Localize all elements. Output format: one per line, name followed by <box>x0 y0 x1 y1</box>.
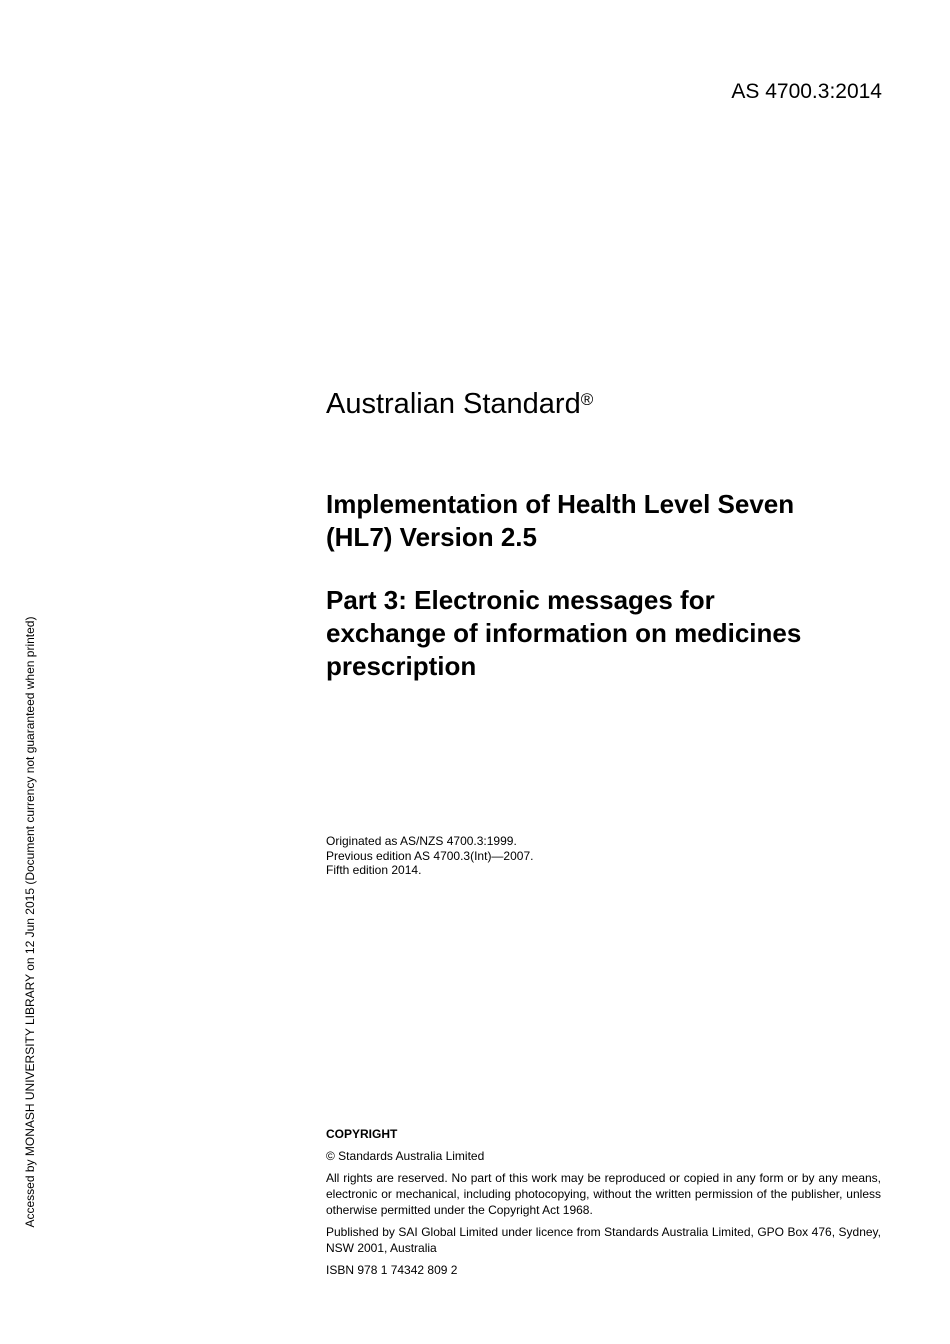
copyright-publisher: Published by SAI Global Limited under licence from Standards Australia Limited, GPO Box 476, Sydney, NSW 2001, Australia <box>326 1225 881 1255</box>
copyright-rights: All rights are reserved. No part of this work may be reproduced or copied in any form or by any means, electronic or mechanical, including photocopying, without the written permission of the publisher, unless otherwise permitted under the Copyright Act 1968. <box>326 1171 881 1217</box>
series-name: Australian Standard <box>326 388 581 420</box>
history-edition: Fifth edition 2014. <box>326 863 422 877</box>
edition-history <box>326 834 533 878</box>
part-title-line: exchange of information on medicines <box>326 618 802 648</box>
copyright-heading: COPYRIGHT <box>326 1127 398 1141</box>
document-title <box>326 488 886 683</box>
copyright-section <box>326 1126 881 1284</box>
standard-number: AS 4700.3:2014 <box>731 80 882 103</box>
registered-mark: ® <box>580 390 594 409</box>
history-originated: Originated as AS/NZS 4700.3:1999. <box>326 834 517 848</box>
title-line: Implementation of Health Level Seven <box>326 489 795 519</box>
isbn: ISBN 978 1 74342 809 2 <box>326 1263 458 1277</box>
title-line: (HL7) Version 2.5 <box>326 522 537 552</box>
part-title-line: prescription <box>326 651 477 681</box>
copyright-owner: © Standards Australia Limited <box>326 1149 485 1163</box>
history-previous: Previous edition AS 4700.3(Int)—2007. <box>326 848 534 863</box>
series-heading <box>326 384 593 424</box>
access-watermark: Accessed by MONASH UNIVERSITY LIBRARY on 12 Jun 2015 (Document currency not guaranteed when printed) <box>23 616 37 1228</box>
part-title-line: Part 3: Electronic messages for <box>326 585 715 615</box>
